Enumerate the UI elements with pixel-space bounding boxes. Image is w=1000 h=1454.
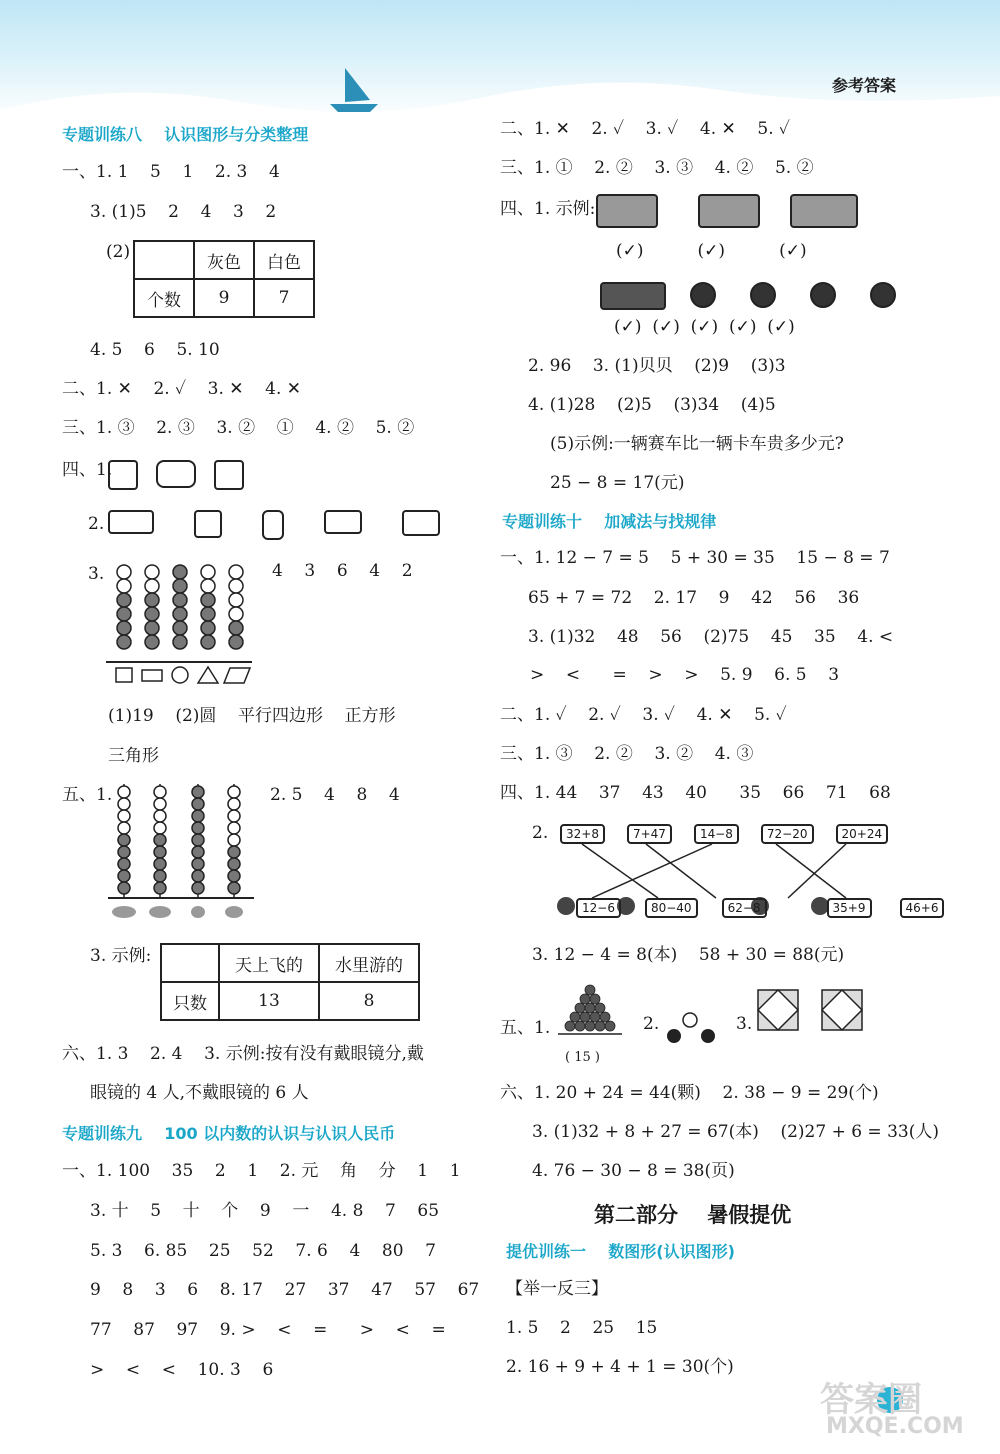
answer-line: 六、1. 20 + 24 = 44(颗) 2. 38 − 9 = 29(个) xyxy=(500,1083,879,1103)
table-row-label: 个数 xyxy=(134,279,194,317)
answer-line: 3. 12 − 4 = 8(本) 58 + 30 = 88(元) xyxy=(532,945,845,965)
answer-line: > < = > > 5. 9 6. 5 3 xyxy=(530,665,840,685)
answer-line: 1. 5 2 25 15 xyxy=(506,1318,658,1338)
answer-line: 三、1. ① 2. ② 3. ③ 4. ② 5. ② xyxy=(500,158,814,178)
cuboid-icon xyxy=(108,510,154,534)
answer-line: 二、1. ✕ 2. ✓ 3. ✕ 4. ✕ xyxy=(62,379,302,399)
expression-card: 20+24 xyxy=(836,824,889,844)
answer-line: 9 8 3 6 8. 17 27 37 47 57 67 xyxy=(90,1280,480,1300)
answer-line: 5. 3 6. 85 25 52 7. 6 4 80 7 xyxy=(90,1241,436,1261)
training-title-1: 提优训练一 数图形(认识图形) xyxy=(506,1242,735,1261)
cylinder-icon xyxy=(156,460,196,488)
animal-count-table xyxy=(160,943,420,1021)
table-row-label: 只数 xyxy=(161,982,219,1020)
expression-card: 72−20 xyxy=(761,824,814,844)
cup-icon xyxy=(214,460,244,490)
object-picture-row xyxy=(108,460,262,490)
answer-line: 3. (1)5 2 4 3 2 xyxy=(90,202,277,222)
banknote-5-icon xyxy=(790,194,858,228)
part-two-heading: 第二部分 暑假提优 xyxy=(594,1203,792,1227)
bottom-expression-cards xyxy=(576,898,962,918)
answer-label: 2. xyxy=(532,823,549,843)
expression-card: 62−8 xyxy=(722,898,767,918)
expression-card: 12−6 xyxy=(576,898,621,918)
answer-line: (5)示例:一辆赛车比一辆卡车贵多少元? xyxy=(550,434,844,454)
answer-label: 3. xyxy=(736,1014,753,1034)
answer-line: 2. xyxy=(88,514,105,534)
table-cell: 8 xyxy=(319,982,419,1020)
answer-line: 二、1. ✓ 2. ✓ 3. ✓ 4. ✕ 5. ✓ xyxy=(500,705,787,725)
table-header: 白色 xyxy=(254,241,314,279)
answer-line: 2. 5 4 8 4 xyxy=(270,785,400,805)
shape-picture-row xyxy=(108,510,458,540)
answer-line: 一、1. 1 5 1 2. 3 4 xyxy=(62,162,280,182)
can-icon xyxy=(262,510,284,540)
answer-line: (1)19 (2)圆 平行四边形 正方形 xyxy=(108,706,396,726)
expression-card: 80−40 xyxy=(645,898,698,918)
table-header: 天上飞的 xyxy=(219,944,319,982)
answer-line: 一、1. 100 35 2 1 2. 元 角 分 1 1 xyxy=(62,1161,461,1181)
top-expression-cards xyxy=(560,824,906,844)
answer-line: 四、1. 44 37 43 40 35 66 71 68 xyxy=(500,783,891,803)
section-title-10: 专题训练十 加减法与找规律 xyxy=(502,512,717,531)
answer-line: > < < 10. 3 6 xyxy=(90,1360,274,1380)
answer-line: 四、1. 示例: xyxy=(500,199,596,219)
answer-label: 五、1. xyxy=(500,1018,551,1038)
ant-icon xyxy=(108,460,138,490)
banknote-10-icon xyxy=(698,194,760,228)
dish-icon xyxy=(324,510,362,534)
answer-line: 4. 5 6 5. 10 xyxy=(90,340,220,360)
coin-icon xyxy=(870,282,896,308)
answer-line: 六、1. 3 2. 4 3. 示例:按有没有戴眼镜分,戴 xyxy=(62,1044,424,1064)
answer-line: 25 − 8 = 17(元) xyxy=(550,473,685,493)
animal-count-abacus xyxy=(108,780,258,926)
coin-icon xyxy=(690,282,716,308)
bead-pattern xyxy=(660,1010,720,1044)
expression-card: 46+6 xyxy=(900,898,945,918)
answer-line: 三、1. ③ 2. ② 3. ② 4. ③ xyxy=(500,744,754,764)
checkmark-row: (✓) (✓) (✓) xyxy=(616,241,807,261)
cube-icon xyxy=(194,510,222,538)
shape-count-abacus xyxy=(106,560,256,688)
answer-line: 眼镜的 4 人,不戴眼镜的 6 人 xyxy=(90,1083,309,1103)
banknote-1-icon xyxy=(600,282,666,310)
ball-pyramid xyxy=(554,984,626,1046)
answer-line: 77 87 97 9. > < = > < = xyxy=(90,1320,446,1340)
triangle-icon xyxy=(402,510,440,536)
watermark-url: MXQE.COM xyxy=(826,1414,964,1439)
answer-line: 65 + 7 = 72 2. 17 9 42 56 36 xyxy=(528,588,860,608)
answer-line: 3. (1)32 48 56 (2)75 45 35 4. < xyxy=(528,627,894,647)
answer-line: 2. 96 3. (1)贝贝 (2)9 (3)3 xyxy=(528,356,786,376)
table-header: 水里游的 xyxy=(319,944,419,982)
coin-icon xyxy=(750,282,776,308)
expression-card: 14−8 xyxy=(694,824,739,844)
banknote-20-icon xyxy=(596,194,658,228)
page-header-title: 参考答案 xyxy=(831,76,896,95)
answer-line: 二、1. ✕ 2. ✓ 3. ✓ 4. ✕ 5. ✓ xyxy=(500,119,790,139)
section-title-9: 专题训练九 100 以内数的认识与认识人民币 xyxy=(62,1124,396,1143)
watermark-logo: 答案圈 xyxy=(820,1380,922,1420)
answer-label: 3. 示例: xyxy=(90,946,152,966)
expression-card: 32+8 xyxy=(560,824,605,844)
answer-line: 4. 76 − 30 − 8 = 38(页) xyxy=(532,1161,735,1181)
answer-line: 4. (1)28 (2)5 (3)34 (4)5 xyxy=(528,395,776,415)
answer-line: 3. (1)32 + 8 + 27 = 67(本) (2)27 + 6 = 33(人) xyxy=(532,1122,939,1142)
expression-card: 7+47 xyxy=(627,824,672,844)
table-header: 灰色 xyxy=(194,241,254,279)
coin-icon xyxy=(810,282,836,308)
answer-label: (2) xyxy=(106,242,131,262)
subheading: 【举一反三】 xyxy=(506,1279,608,1299)
table-cell: 7 xyxy=(254,279,314,317)
answer-line: 一、1. 12 − 7 = 5 5 + 30 = 35 15 − 8 = 7 xyxy=(500,548,890,568)
table-cell: 13 xyxy=(219,982,319,1020)
answer-line: 3. 十 5 十 个 9 一 4. 8 7 65 xyxy=(90,1201,440,1221)
answer-label: 3. xyxy=(88,564,105,584)
square-pattern xyxy=(756,988,866,1032)
color-count-table xyxy=(133,240,315,318)
answer-line: 4 3 6 4 2 xyxy=(272,561,413,581)
answer-line: 三角形 xyxy=(108,746,159,766)
answer-line: 五、1. xyxy=(62,785,113,805)
banknote-row xyxy=(596,194,876,228)
table-cell: 9 xyxy=(194,279,254,317)
answer-line: 三、1. ③ 2. ③ 3. ② ① 4. ② 5. ② xyxy=(62,418,415,438)
coin-row xyxy=(600,282,914,310)
expression-card: 35+9 xyxy=(827,898,872,918)
pyramid-answer: ( 15 ) xyxy=(565,1050,600,1065)
section-title-8: 专题训练八 认识图形与分类整理 xyxy=(62,125,309,144)
answer-line: 2. 16 + 9 + 4 + 1 = 30(个) xyxy=(506,1357,734,1377)
answer-label: 2. xyxy=(643,1014,660,1034)
checkmark-row: (✓) (✓) (✓) (✓) (✓) xyxy=(614,317,795,337)
answer-line: 四、1. xyxy=(62,460,113,480)
